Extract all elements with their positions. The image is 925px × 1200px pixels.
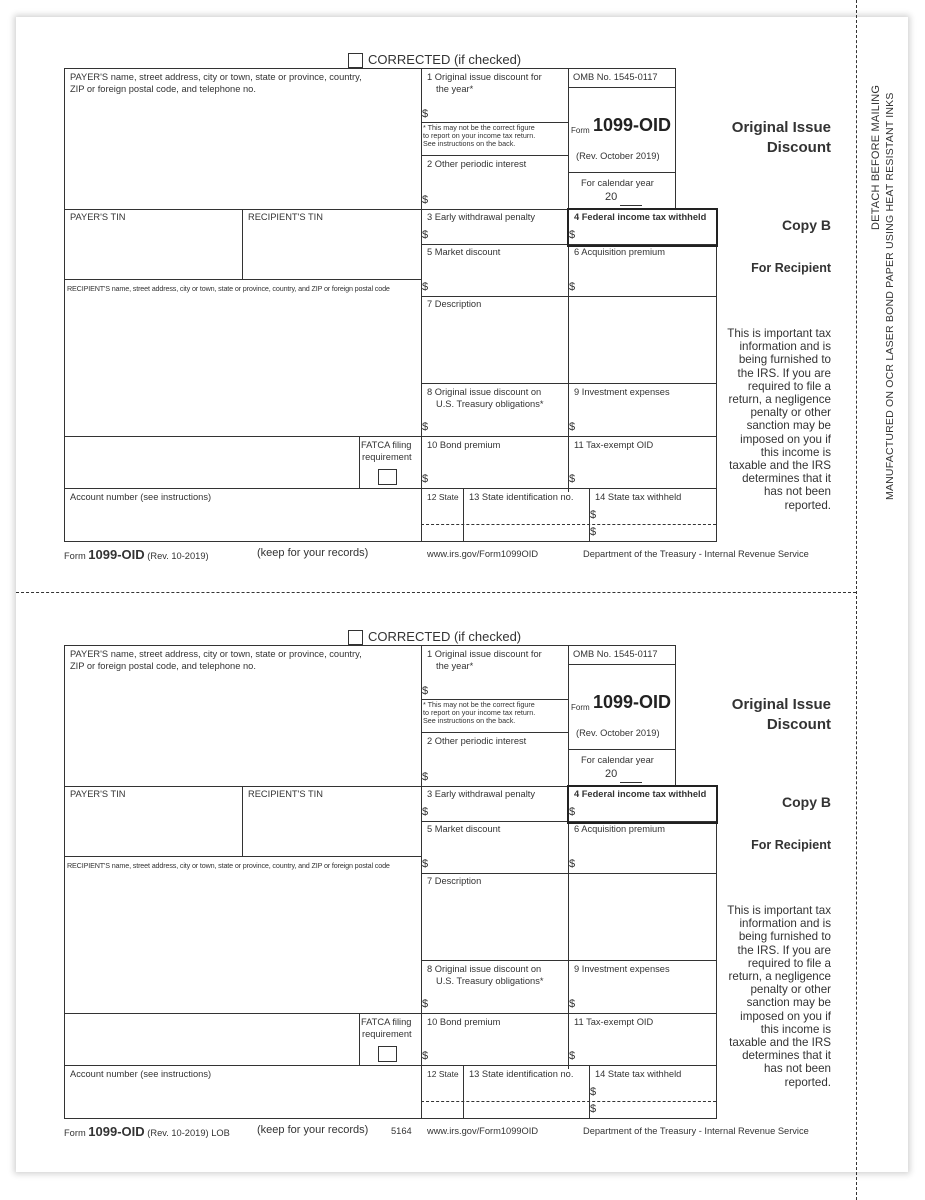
title-line-2: Discount bbox=[766, 139, 831, 156]
form-revision: (Rev. October 2019) bbox=[576, 151, 660, 161]
box14-label: 14 State tax withheld bbox=[595, 1069, 682, 1079]
box1-label-2: the year* bbox=[436, 84, 474, 94]
form-word: Form bbox=[571, 126, 590, 135]
box9-label: 9 Investment expenses bbox=[574, 387, 670, 397]
box3-label: 3 Early withdrawal penalty bbox=[427, 212, 535, 222]
calendar-year: 20 bbox=[605, 768, 618, 780]
form-word: Form bbox=[571, 703, 590, 712]
manufactured-notice: MANUFACTURED ON OCR LASER BOND PAPER USING HEAT RESISTANT INKS bbox=[884, 92, 896, 500]
note-line-3: See instructions on the back. bbox=[423, 139, 516, 148]
box2-dollar: $ bbox=[422, 771, 429, 783]
note-line-2: to report on your income tax return. bbox=[423, 131, 536, 140]
account-number-label: Account number (see instructions) bbox=[70, 1069, 212, 1079]
footer-dept: Department of the Treasury - Internal Revenue Service bbox=[583, 1126, 809, 1136]
box4-dollar: $ bbox=[569, 806, 576, 818]
box12-label: 12 State bbox=[427, 492, 459, 502]
calendar-year: 20 bbox=[605, 191, 618, 203]
box9-dollar: $ bbox=[569, 421, 576, 433]
box4-dollar: $ bbox=[569, 229, 576, 241]
box1-label-2: the year* bbox=[436, 661, 474, 671]
box2-label: 2 Other periodic interest bbox=[427, 159, 527, 169]
box1-label: 1 Original issue discount for bbox=[427, 72, 542, 82]
box3-dollar: $ bbox=[422, 229, 429, 241]
box2-dollar: $ bbox=[422, 194, 429, 206]
footer-form: Form 1099-OID (Rev. 10-2019) LOB bbox=[64, 1124, 230, 1139]
box3-label: 3 Early withdrawal penalty bbox=[427, 789, 535, 799]
box3-dollar: $ bbox=[422, 806, 429, 818]
detach-notice: DETACH BEFORE MAILING bbox=[870, 84, 882, 230]
payer-info-label-2: ZIP or foreign postal code, and telephone no. bbox=[70, 661, 256, 671]
fatca-label-2: requirement bbox=[362, 452, 412, 462]
box6-dollar: $ bbox=[569, 281, 576, 293]
box1-label: 1 Original issue discount for bbox=[427, 649, 542, 659]
box4-label: 4 Federal income tax withheld bbox=[574, 212, 707, 222]
payer-info-label: PAYER'S name, street address, city or town, state or province, country, bbox=[70, 649, 362, 659]
box14-dollar-1: $ bbox=[590, 509, 597, 521]
box7-label: 7 Description bbox=[427, 876, 482, 886]
box13-label: 13 State identification no. bbox=[469, 492, 574, 502]
box14-dollar-2: $ bbox=[590, 526, 597, 538]
box10-label: 10 Bond premium bbox=[427, 1017, 501, 1027]
copy-b-label: Copy B bbox=[782, 217, 831, 233]
box5-label: 5 Market discount bbox=[427, 824, 501, 834]
fatca-checkbox[interactable] bbox=[378, 1046, 397, 1062]
payer-tin-label: PAYER'S TIN bbox=[70, 212, 126, 222]
title-line-1: Original Issue bbox=[731, 696, 831, 713]
box10-label: 10 Bond premium bbox=[427, 440, 501, 450]
box13-label: 13 State identification no. bbox=[469, 1069, 574, 1079]
box8-label-2: U.S. Treasury obligations* bbox=[436, 976, 544, 986]
box6-label: 6 Acquisition premium bbox=[574, 247, 665, 257]
note-line-1: * This may not be the correct figure bbox=[423, 123, 535, 132]
box14-dollar-2: $ bbox=[590, 1103, 597, 1115]
form-revision: (Rev. October 2019) bbox=[576, 728, 660, 738]
box8-dollar: $ bbox=[422, 998, 429, 1010]
box8-label: 8 Original issue discount on bbox=[427, 964, 542, 974]
omb-number: OMB No. 1545-0117 bbox=[573, 649, 658, 659]
calendar-year-label: For calendar year bbox=[581, 755, 654, 765]
form-copy-bottom bbox=[0, 577, 925, 1137]
important-notice: This is important tax information and is being furnished to the IRS. If you are required to file a return, a negligence penalty or other sanction may be imposed on you if this income is taxable and the IRS determines that it has not been reported. bbox=[727, 904, 831, 1089]
box11-label: 11 Tax-exempt OID bbox=[574, 440, 654, 450]
title-line-1: Original Issue bbox=[731, 119, 831, 136]
box1-dollar: $ bbox=[422, 108, 429, 120]
footer-code: 5164 bbox=[391, 1126, 412, 1136]
footer-url: www.irs.gov/Form1099OID bbox=[427, 549, 539, 559]
note-line-2: to report on your income tax return. bbox=[423, 708, 536, 717]
box2-label: 2 Other periodic interest bbox=[427, 736, 527, 746]
fatca-label: FATCA filing bbox=[361, 440, 412, 450]
box14-dollar-1: $ bbox=[590, 1086, 597, 1098]
form-number: 1099-OID bbox=[593, 692, 672, 712]
box5-dollar: $ bbox=[422, 858, 429, 870]
payer-tin-label: PAYER'S TIN bbox=[70, 789, 126, 799]
corrected-label: CORRECTED (if checked) bbox=[368, 52, 522, 67]
box8-label: 8 Original issue discount on bbox=[427, 387, 542, 397]
payer-info-label-2: ZIP or foreign postal code, and telephone no. bbox=[70, 84, 256, 94]
box8-dollar: $ bbox=[422, 421, 429, 433]
box6-dollar: $ bbox=[569, 858, 576, 870]
recipient-tin-label: RECIPIENT'S TIN bbox=[248, 789, 323, 799]
fatca-label-2: requirement bbox=[362, 1029, 412, 1039]
fatca-checkbox[interactable] bbox=[378, 469, 397, 485]
omb-number: OMB No. 1545-0117 bbox=[573, 72, 658, 82]
box10-dollar: $ bbox=[422, 473, 429, 485]
box9-label: 9 Investment expenses bbox=[574, 964, 670, 974]
form-number: 1099-OID bbox=[593, 115, 672, 135]
box5-label: 5 Market discount bbox=[427, 247, 501, 257]
copy-b-label: Copy B bbox=[782, 794, 831, 810]
box4-label: 4 Federal income tax withheld bbox=[574, 789, 707, 799]
box1-dollar: $ bbox=[422, 685, 429, 697]
corrected-checkbox[interactable] bbox=[348, 53, 363, 68]
corrected-checkbox[interactable] bbox=[348, 630, 363, 645]
corrected-label: CORRECTED (if checked) bbox=[368, 629, 522, 644]
form-title bbox=[680, 695, 831, 735]
form-copy-top bbox=[0, 0, 925, 560]
recipient-tin-label: RECIPIENT'S TIN bbox=[248, 212, 323, 222]
important-notice: This is important tax information and is being furnished to the IRS. If you are required to file a return, a negligence penalty or other sanction may be imposed on you if this income is taxable and the IRS determines that it has not been reported. bbox=[727, 327, 831, 512]
title-line-2: Discount bbox=[766, 716, 831, 733]
fatca-label: FATCA filing bbox=[361, 1017, 412, 1027]
box11-dollar: $ bbox=[569, 1050, 576, 1062]
box9-dollar: $ bbox=[569, 998, 576, 1010]
box7-label: 7 Description bbox=[427, 299, 482, 309]
recipient-info-label: RECIPIENT'S name, street address, city or town, state or province, country, and ZIP or foreign postal code bbox=[67, 861, 390, 870]
account-number-label: Account number (see instructions) bbox=[70, 492, 212, 502]
for-recipient-label: For Recipient bbox=[751, 838, 831, 852]
recipient-info-label: RECIPIENT'S name, street address, city or town, state or province, country, and ZIP or foreign postal code bbox=[67, 284, 390, 293]
calendar-year-label: For calendar year bbox=[581, 178, 654, 188]
box14-label: 14 State tax withheld bbox=[595, 492, 682, 502]
box11-label: 11 Tax-exempt OID bbox=[574, 1017, 654, 1027]
form-title bbox=[680, 118, 831, 158]
note-line-3: See instructions on the back. bbox=[423, 716, 516, 725]
box12-label: 12 State bbox=[427, 1069, 459, 1079]
box11-dollar: $ bbox=[569, 473, 576, 485]
footer-form: Form 1099-OID (Rev. 10-2019) bbox=[64, 547, 209, 562]
box6-label: 6 Acquisition premium bbox=[574, 824, 665, 834]
footer-dept: Department of the Treasury - Internal Revenue Service bbox=[583, 549, 809, 559]
note-line-1: * This may not be the correct figure bbox=[423, 700, 535, 709]
box5-dollar: $ bbox=[422, 281, 429, 293]
for-recipient-label: For Recipient bbox=[751, 261, 831, 275]
box10-dollar: $ bbox=[422, 1050, 429, 1062]
footer-url: www.irs.gov/Form1099OID bbox=[427, 1126, 539, 1136]
footer-keep: (keep for your records) bbox=[257, 1124, 369, 1136]
payer-info-label: PAYER'S name, street address, city or town, state or province, country, bbox=[70, 72, 362, 82]
footer-keep: (keep for your records) bbox=[257, 547, 369, 559]
box8-label-2: U.S. Treasury obligations* bbox=[436, 399, 544, 409]
